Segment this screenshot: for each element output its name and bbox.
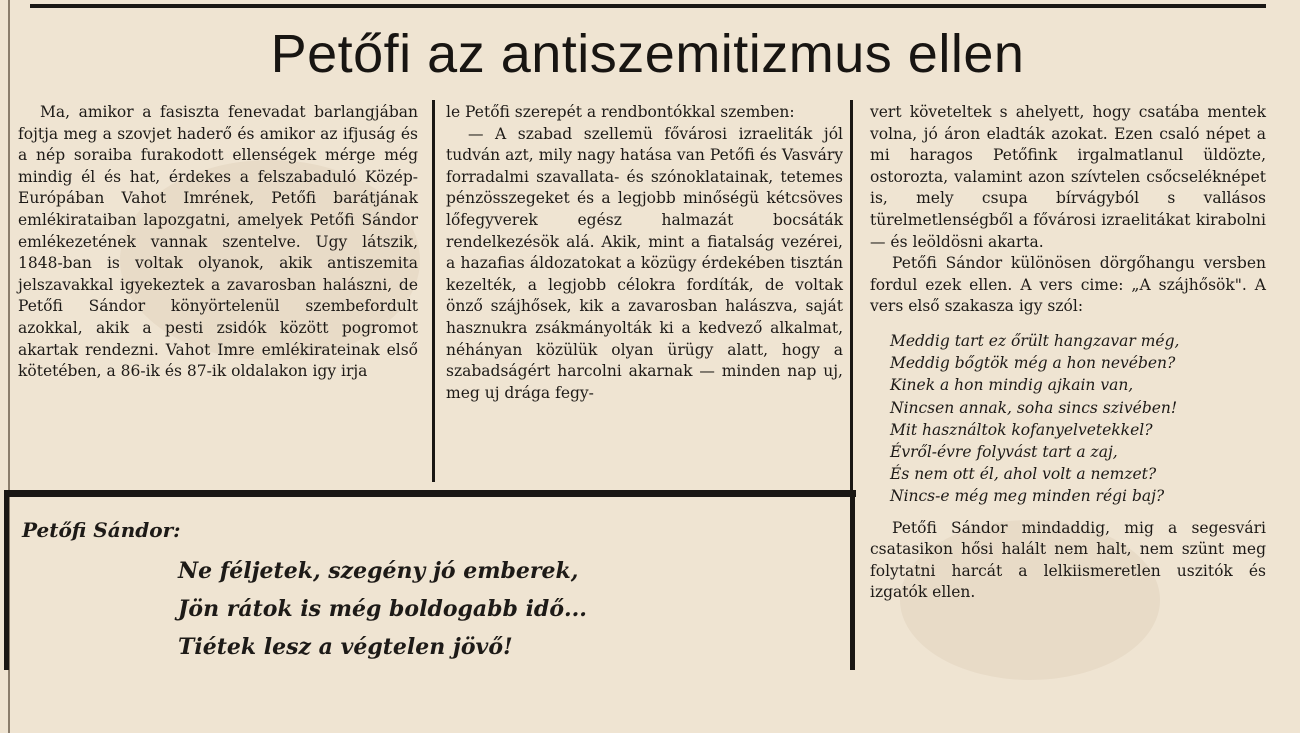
- article-paragraph: vert követeltek s ahelyett, hogy csatába mentek volna, jó áron eladták azokat. Ezen csaló népet a mi haragos Petőfink irgalmatlanul üldözte, ostorozta, valamint azon szívtelen csőcseléknépet is, mely csupa bírvágyból s vallásos türelmetlenségből a fővárosi izraelitákat kirabolni — és leöldösni akarta.: [870, 103, 1266, 251]
- article-paragraph: Petőfi Sándor mindaddig, mig a segesvári csatasikon hősi halált nem halt, nem szünt meg folytatni harcát a lelkiismeretlen uszitók és izgatók ellen.: [870, 518, 1266, 602]
- poem-line: És nem ott él, ahol volt a nemzet?: [890, 465, 1157, 484]
- article-paragraph: le Petőfi szerepét a rendbontókkal szemben:: [446, 103, 795, 121]
- column-1: [18, 102, 418, 383]
- poem-line: Nincs-e még meg minden régi baj?: [890, 487, 1165, 506]
- headline: Petőfi az antiszemitizmus ellen: [270, 24, 1025, 84]
- poem-line: Meddig bőgtök még a hon nevében?: [890, 354, 1176, 373]
- poem-stanza: [870, 330, 1266, 508]
- verse-line: Tiétek lesz a végtelen jövő!: [178, 634, 513, 660]
- article-paragraph: Petőfi Sándor különösen dörgőhangu versben fordul ezek ellen. A vers cime: „A szájhősök". A vers első szakasza igy szól:: [870, 254, 1266, 316]
- box-right-rule: [850, 490, 855, 670]
- top-rule: [30, 4, 1266, 8]
- box-top-rule: [4, 490, 856, 497]
- poem-line: Meddig tart ez őrült hangzavar még,: [890, 331, 1180, 350]
- poem-line: Nincsen annak, soha sincs szivében!: [890, 398, 1178, 417]
- verse-line: Jön rátok is még boldogabb idő...: [178, 596, 587, 622]
- poem-line: Kinek a hon mindig ajkain van,: [890, 376, 1134, 395]
- column-3: [870, 102, 1266, 604]
- quote-paragraph: — A szabad szellemü fővárosi izraeliták jól tudván azt, mily nagy hatása van Petőfi és Vasváry forradalmi szavallata- és szónoklatainak, tetemes pénzösszegeket és a legjobb minőségü kétcsöves lőfegyverek egész halmazát bocsáták rendelkezésök alá. Akik, mint a fiatalság vezérei, a hazafias áldozatokat a közügy érdekében tisztán kezelték, a legjobb célokra fordíták, de voltak önző szájhősek, kik a zavarosban halászva, saját hasznukra zsákmányolták ki a kedvező alkalmat, néhányan közülük olyan ürügy alatt, hogy a szabadságért harcolni akarnak — minden nap uj, meg uj drága fegy-: [446, 124, 843, 402]
- poem-line: Mit használtok kofanyelvetekkel?: [890, 420, 1153, 439]
- column-divider-1: [432, 100, 435, 482]
- poem-line: Évről-évre folyvást tart a zaj,: [890, 442, 1118, 461]
- box-left-rule: [4, 490, 9, 670]
- box-verse: [178, 552, 587, 666]
- box-author: Petőfi Sándor:: [22, 518, 181, 542]
- column-2: [446, 102, 843, 404]
- article-paragraph: Ma, amikor a fasiszta fenevadat barlangjában fojtja meg a szovjet haderő és amikor az ifjuság és a nép soraiba furakodott ellenségek mérge még mindig él és hat, érdekes a felszabaduló Közép-Európában Vahot Imrének, Petőfi barátjának emlékirataiban lapozgatni, amelyek Petőfi Sándor emlékezetének vannak szentelve. Ugy látszik, 1848-ban is voltak olyanok, akik antiszemita jelszavakkal igyekeztek a zavarosban halászni, de Petőfi Sándor könyörtelenül szembefordult azokkal, akik a pesti zsidók között pogromot akartak rendezni. Vahot Imre emlékirateinak első kötetében, a 86-ik és 87-ik oldalakon igy irja: [18, 103, 418, 381]
- verse-line: Ne féljetek, szegény jó emberek,: [178, 558, 579, 584]
